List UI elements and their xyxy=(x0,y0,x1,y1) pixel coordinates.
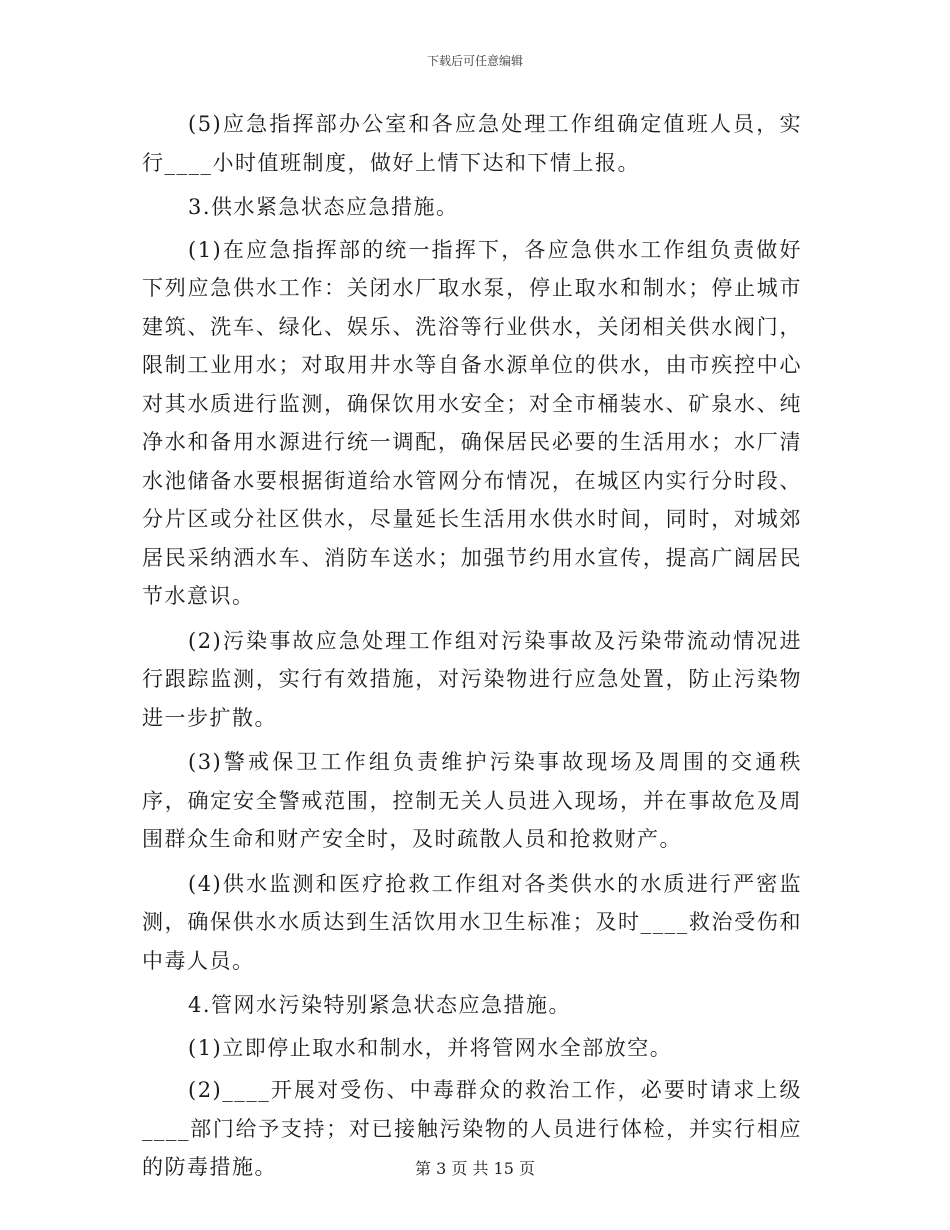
section-3-heading: 3.供水紧急状态应急措施。 xyxy=(188,195,459,219)
page-header-note: 下载后可任意编辑 xyxy=(426,54,523,68)
paragraph-1-stop-intake: (1)立即停止取水和制水，并将管网水全部放空。 xyxy=(188,1035,673,1060)
section-4-heading: 4.管网水污染特别紧急状态应急措施。 xyxy=(188,993,572,1017)
paragraph-2-pollution-tracking: (2)污染事故应急处理工作组对污染事故及污染带流动情况进行跟踪监测，实行有效措施，对污染物进行应急处置，防止污染物进一步扩散。 xyxy=(142,628,802,730)
page-number-footer: 第 3 页 共 15 页 xyxy=(415,1159,535,1178)
paragraph-5-duty-shift: (5)应急指挥部办公室和各应急处理工作组确定值班人员，实行____小时值班制度，做好上情下达和下情上报。 xyxy=(142,112,802,175)
document-body xyxy=(142,105,802,1193)
paragraph-2-rescue-work: (2)____开展对受伤、中毒群众的救治工作，必要时请求上级____部门给予支持；对已接触污染物的人员进行体检，并实行相应的防毒措施。 xyxy=(142,1078,802,1179)
paragraph-3-security-guard: (3)警戒保卫工作组负责维护污染事故现场及周围的交通秩序，确定安全警戒范围，控制无关人员进入现场，并在事故危及周围群众生命和财产安全时，及时疏散人员和抢救财产。 xyxy=(142,750,802,851)
paragraph-4-water-monitoring: (4)供水监测和医疗抢救工作组对各类供水的水质进行严密监测，确保供水水质达到生活饮用水卫生标准；及时____救治受伤和中毒人员。 xyxy=(142,871,802,973)
paragraph-1-emergency-supply: (1)在应急指挥部的统一指挥下，各应急供水工作组负责做好下列应急供水工作：关闭水厂取水泵，停止取水和制水；停止城市建筑、洗车、绿化、娱乐、洗浴等行业供水，关闭相关供水阀门，限制工业用水；对取用井水等自备水源单位的供水，由市疾控中心对其水质进行监测，确保饮用水安全；对全市桶装水、矿泉水、纯净水和备用水源进行统一调配，确保居民必要的生活用水；水厂清水池储备水要根据街道给水管网分布情况，在城区内实行分时段、分片区或分社区供水，尽量延长生活用水供水时间，同时，对城郊居民采纳洒水车、消防车送水；加强节约用水宣传，提高广阔居民节水意识。 xyxy=(142,237,802,608)
